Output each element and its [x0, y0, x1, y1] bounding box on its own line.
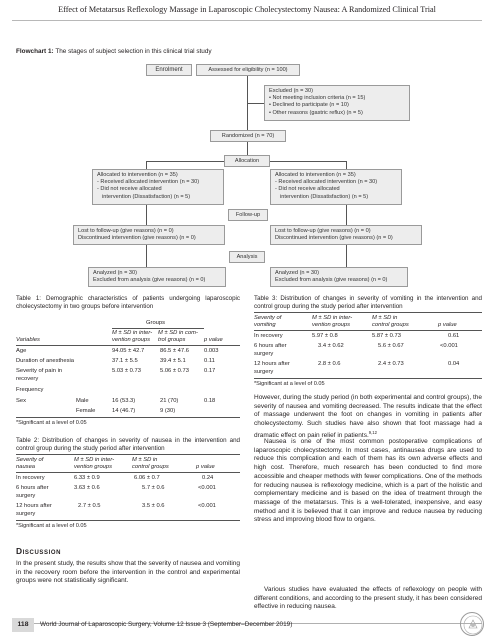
table-cell: 3.63 ± 0.6 — [74, 485, 100, 491]
connector — [146, 205, 147, 225]
running-title: Effect of Metatarsus Reflexology Massage in Laparoscopic Cholecystectomy Nausea: A Randomized Clinical Trial — [58, 5, 436, 14]
table-cell: 3.4 ± 0.62 — [318, 343, 344, 349]
allocation-right-line: Allocated to intervention (n = 35) — [275, 172, 356, 178]
journal-citation: World Journal of Laparoscopic Surgery, Volume 12 Issue 3 (September–December 2019) — [40, 621, 293, 628]
table-1-col-control: M ± SD in com- — [158, 330, 198, 336]
table-row-label: 12 hours after — [16, 503, 52, 509]
table-cell: 5.97 ± 0.8 — [312, 333, 338, 339]
excluded-line: • Declined to participate (n = 10) — [269, 102, 349, 109]
excluded-line: Excluded (n = 30) — [269, 88, 313, 94]
table-2-col-severity: Severity of — [16, 457, 44, 463]
table-row-label: Duration of anesthesia — [16, 358, 75, 364]
table-cell: 5.03 ± 0.73 — [112, 368, 141, 374]
section-heading-discussion: Discussion — [16, 546, 62, 556]
table-1-group-header: Groups — [146, 320, 166, 326]
connector — [346, 161, 347, 169]
table-cell: 0.18 — [204, 398, 216, 404]
table-row-sublabel: Female — [76, 408, 96, 414]
flowchart-caption-label: Flowchart 1: — [16, 48, 54, 55]
table-2-caption: Table 2: Distribution of changes in severity of nausea in the intervention and control group during the study period after intervention — [16, 437, 240, 452]
table-3-col-intervention: M ± SD in inter- — [312, 315, 353, 321]
excluded-line: • Not meeting inclusion criteria (n = 15) — [269, 95, 366, 102]
enrolment-box: Enrolment — [146, 64, 192, 76]
table-1-col-intervention: vention groups — [112, 337, 151, 343]
table-3-col-intervention: vention groups — [312, 322, 351, 328]
body-paragraph-text: However, during the study period (in both experimental and control groups), the severity of nausea and vomiting decreased. The results indicate that the effect of massage underwent the foot on changes in vomiting in patients after cholecystectomy. Such studies have also shown that foot massage had a dramatic effect on pain relief in patients. — [254, 394, 482, 439]
table-cell: 5.06 ± 0.73 — [160, 368, 189, 374]
table-rule — [254, 330, 482, 331]
table-1-note: *Significant at a level of 0.05 — [16, 420, 87, 426]
table-2-col-intervention: vention groups — [74, 464, 113, 470]
table-rule — [112, 328, 204, 329]
table-row-label: Sex — [16, 398, 26, 404]
followup-left-line: Lost to follow-up (give reasons) (n = 0) — [78, 228, 174, 234]
allocation-left-box — [92, 169, 224, 205]
table-rule — [16, 454, 240, 455]
table-2-col-severity: nausea — [16, 464, 36, 470]
assessed-box: Assessed for eligibility (n = 100) — [196, 64, 300, 76]
table-row-sublabel: Male — [76, 398, 89, 404]
allocation-left-line: intervention (Dissatisfaction) (n = 5) — [102, 193, 191, 200]
allocation-stage-box: Allocation — [224, 155, 270, 167]
connector — [146, 245, 147, 267]
table-cell: 0.24 — [202, 475, 214, 481]
analysis-left-line: Analyzed (n = 30) — [93, 270, 137, 276]
table-3-col-severity: vomiting — [254, 322, 276, 328]
table-1-col-variables: Variables — [16, 337, 40, 343]
table-rule — [16, 472, 240, 473]
body-paragraph — [254, 394, 482, 441]
table-row-label: surgery — [16, 511, 36, 517]
table-cell: 16 (53.3) — [112, 398, 136, 404]
table-cell: 14 (46.7) — [112, 408, 136, 414]
table-cell: 2.8 ± 0.6 — [318, 361, 341, 367]
table-row-label: 6 hours after — [254, 343, 287, 349]
excluded-box — [264, 85, 410, 121]
table-cell: 0.11 — [204, 358, 215, 364]
followup-left-box — [73, 225, 225, 245]
table-cell: 9 (30) — [160, 408, 176, 414]
table-3-col-p: p value — [438, 322, 457, 328]
table-2-col-control: M ± SD in — [132, 457, 158, 463]
table-2-col-control: control groups — [132, 464, 169, 470]
allocation-left-line: - Did not receive allocated — [97, 186, 162, 193]
table-row-label: Severity of pain in — [16, 368, 63, 374]
table-2-note: *Significant at a level of 0.05 — [16, 523, 87, 529]
table-row-label: In recovery — [254, 333, 283, 339]
excluded-line: • Other reasons (gastric reflux) (n = 5) — [269, 109, 363, 116]
table-rule — [254, 312, 482, 313]
table-row-label: surgery — [254, 351, 274, 357]
allocation-right-line: intervention (Dissatisfaction) (n = 5) — [280, 193, 369, 200]
connector — [146, 161, 224, 162]
table-3-col-control: control groups — [372, 322, 409, 328]
table-row-label: In recovery — [16, 475, 45, 481]
flowchart-caption — [16, 48, 212, 55]
table-3-note: *Significant at a level of 0.05 — [254, 381, 325, 387]
table-cell: <0.001 — [440, 343, 458, 349]
table-row-label: recovery — [16, 376, 39, 382]
table-cell: 37.1 ± 5.5 — [112, 358, 138, 364]
analysis-right-line: Excluded from analysis (give reasons) (n = 0) — [275, 277, 388, 284]
table-cell: 94.05 ± 42.7 — [112, 348, 145, 354]
table-1-col-p: p value — [204, 337, 223, 343]
table-cell: 39.4 ± 5.1 — [160, 358, 186, 364]
allocation-left-line: - Received allocated intervention (n = 30) — [97, 179, 200, 186]
table-3-col-severity: Severity of — [254, 315, 282, 321]
table-cell: 86.5 ± 47.6 — [160, 348, 189, 354]
table-row-label: 6 hours after — [16, 485, 49, 491]
table-rule — [16, 345, 240, 346]
table-rule — [254, 378, 482, 379]
connector — [346, 205, 347, 225]
table-row-label: 12 hours after — [254, 361, 290, 367]
table-cell: <0.001 — [198, 503, 216, 509]
table-cell: 6.06 ± 0.7 — [134, 475, 160, 481]
connector — [146, 161, 147, 169]
table-rule — [16, 520, 240, 521]
discussion-paragraph: In the present study, the results show that the severity of nausea and vomiting in the recovery room before the intervention in the control and experimental groups were not statistically significant. — [16, 560, 240, 585]
table-row-label: Age — [16, 348, 27, 354]
analysis-left-line: Excluded from analysis (give reasons) (n = 0) — [93, 277, 206, 284]
table-cell: 21 (70) — [160, 398, 179, 404]
table-cell: 5.7 ± 0.6 — [142, 485, 165, 491]
followup-right-line: Discontinued intervention (give reasons) (n = 0) — [275, 235, 393, 242]
followup-left-line: Discontinued intervention (give reasons) (n = 0) — [78, 235, 196, 242]
body-paragraph: Nausea is one of the most common postoperative complications of laparoscopic cholecystectomy. In most cases, antinausea drugs are used to reduce this complication and each of them has its own adverse effects and high cost. Therefore, much research has been conducted to find more accessible and cheaper methods with fewer complications. One of the methods for reducing nausea is reflexology medicine, which is a part of the holistic and complementary medicine and is based on the idea of treatment through the massage of the metatarsus. This is a well-tolerated, inexpensive, and easy method and it is believed that it can improve and reduce nausea by reducing stress and improving blood flow to organs. — [254, 438, 482, 524]
allocation-right-box — [270, 169, 402, 205]
table-cell: 2.4 ± 0.73 — [378, 361, 404, 367]
table-cell: 0.04 — [448, 361, 460, 367]
connector — [346, 245, 347, 267]
table-cell: 5.87 ± 0.73 — [372, 333, 401, 339]
table-2-col-intervention: M ± SD in inter- — [74, 457, 115, 463]
connector — [247, 142, 248, 155]
table-row-label: Frequency — [16, 387, 44, 393]
connector — [270, 161, 346, 162]
flowchart-caption-text: The stages of subject selection in this clinical trial study — [55, 48, 212, 55]
followup-stage-box: Follow-up — [228, 209, 268, 221]
table-1-caption: Table 1: Demographic characteristics of patients undergoing laparoscopic cholecystectomy in two groups before intervention — [16, 295, 240, 310]
citation: 9,12 — [368, 429, 377, 435]
table-cell: 5.6 ± 0.67 — [378, 343, 404, 349]
table-1-col-intervention: M ± SD in inter- — [112, 330, 153, 336]
table-1-col-control: trol groups — [158, 337, 186, 343]
randomized-box: Randomized (n = 70) — [210, 130, 286, 142]
table-rule — [16, 417, 240, 418]
table-3-caption: Table 3: Distribution of changes in severity of vomiting in the intervention and control group during the study period after intervention — [254, 295, 482, 310]
table-3-col-control: M ± SD in — [372, 315, 398, 321]
table-cell: <0.001 — [198, 485, 216, 491]
body-paragraph: Various studies have evaluated the effects of reflexology on people with different conditions, and according to the present study, it has been considered effective in reducing nausea. — [254, 586, 482, 611]
allocation-left-line: Allocated to intervention (n = 35) — [97, 172, 178, 178]
publisher-seal-icon — [460, 612, 484, 636]
table-cell: 2.7 ± 0.5 — [78, 503, 101, 509]
followup-right-line: Lost to follow-up (give reasons) (n = 0) — [275, 228, 371, 234]
page-number: 118 — [12, 618, 34, 632]
analysis-right-box — [270, 267, 408, 287]
connector — [247, 103, 264, 104]
allocation-right-line: - Received allocated intervention (n = 30) — [275, 179, 378, 186]
analysis-left-box — [88, 267, 226, 287]
table-cell: 3.5 ± 0.6 — [142, 503, 165, 509]
analysis-stage-box: Analysis — [229, 251, 265, 263]
allocation-right-line: - Did not receive allocated — [275, 186, 340, 193]
table-row-label: surgery — [16, 493, 36, 499]
table-cell: 0.17 — [204, 368, 216, 374]
analysis-right-line: Analyzed (n = 30) — [275, 270, 319, 276]
header-divider — [12, 20, 482, 21]
followup-right-box — [270, 225, 422, 245]
table-row-label: surgery — [254, 369, 274, 375]
table-cell: 0.61 — [448, 333, 460, 339]
table-2-col-p: p value — [196, 464, 215, 470]
table-cell: 0.003 — [204, 348, 219, 354]
table-cell: 6.33 ± 0.9 — [74, 475, 100, 481]
